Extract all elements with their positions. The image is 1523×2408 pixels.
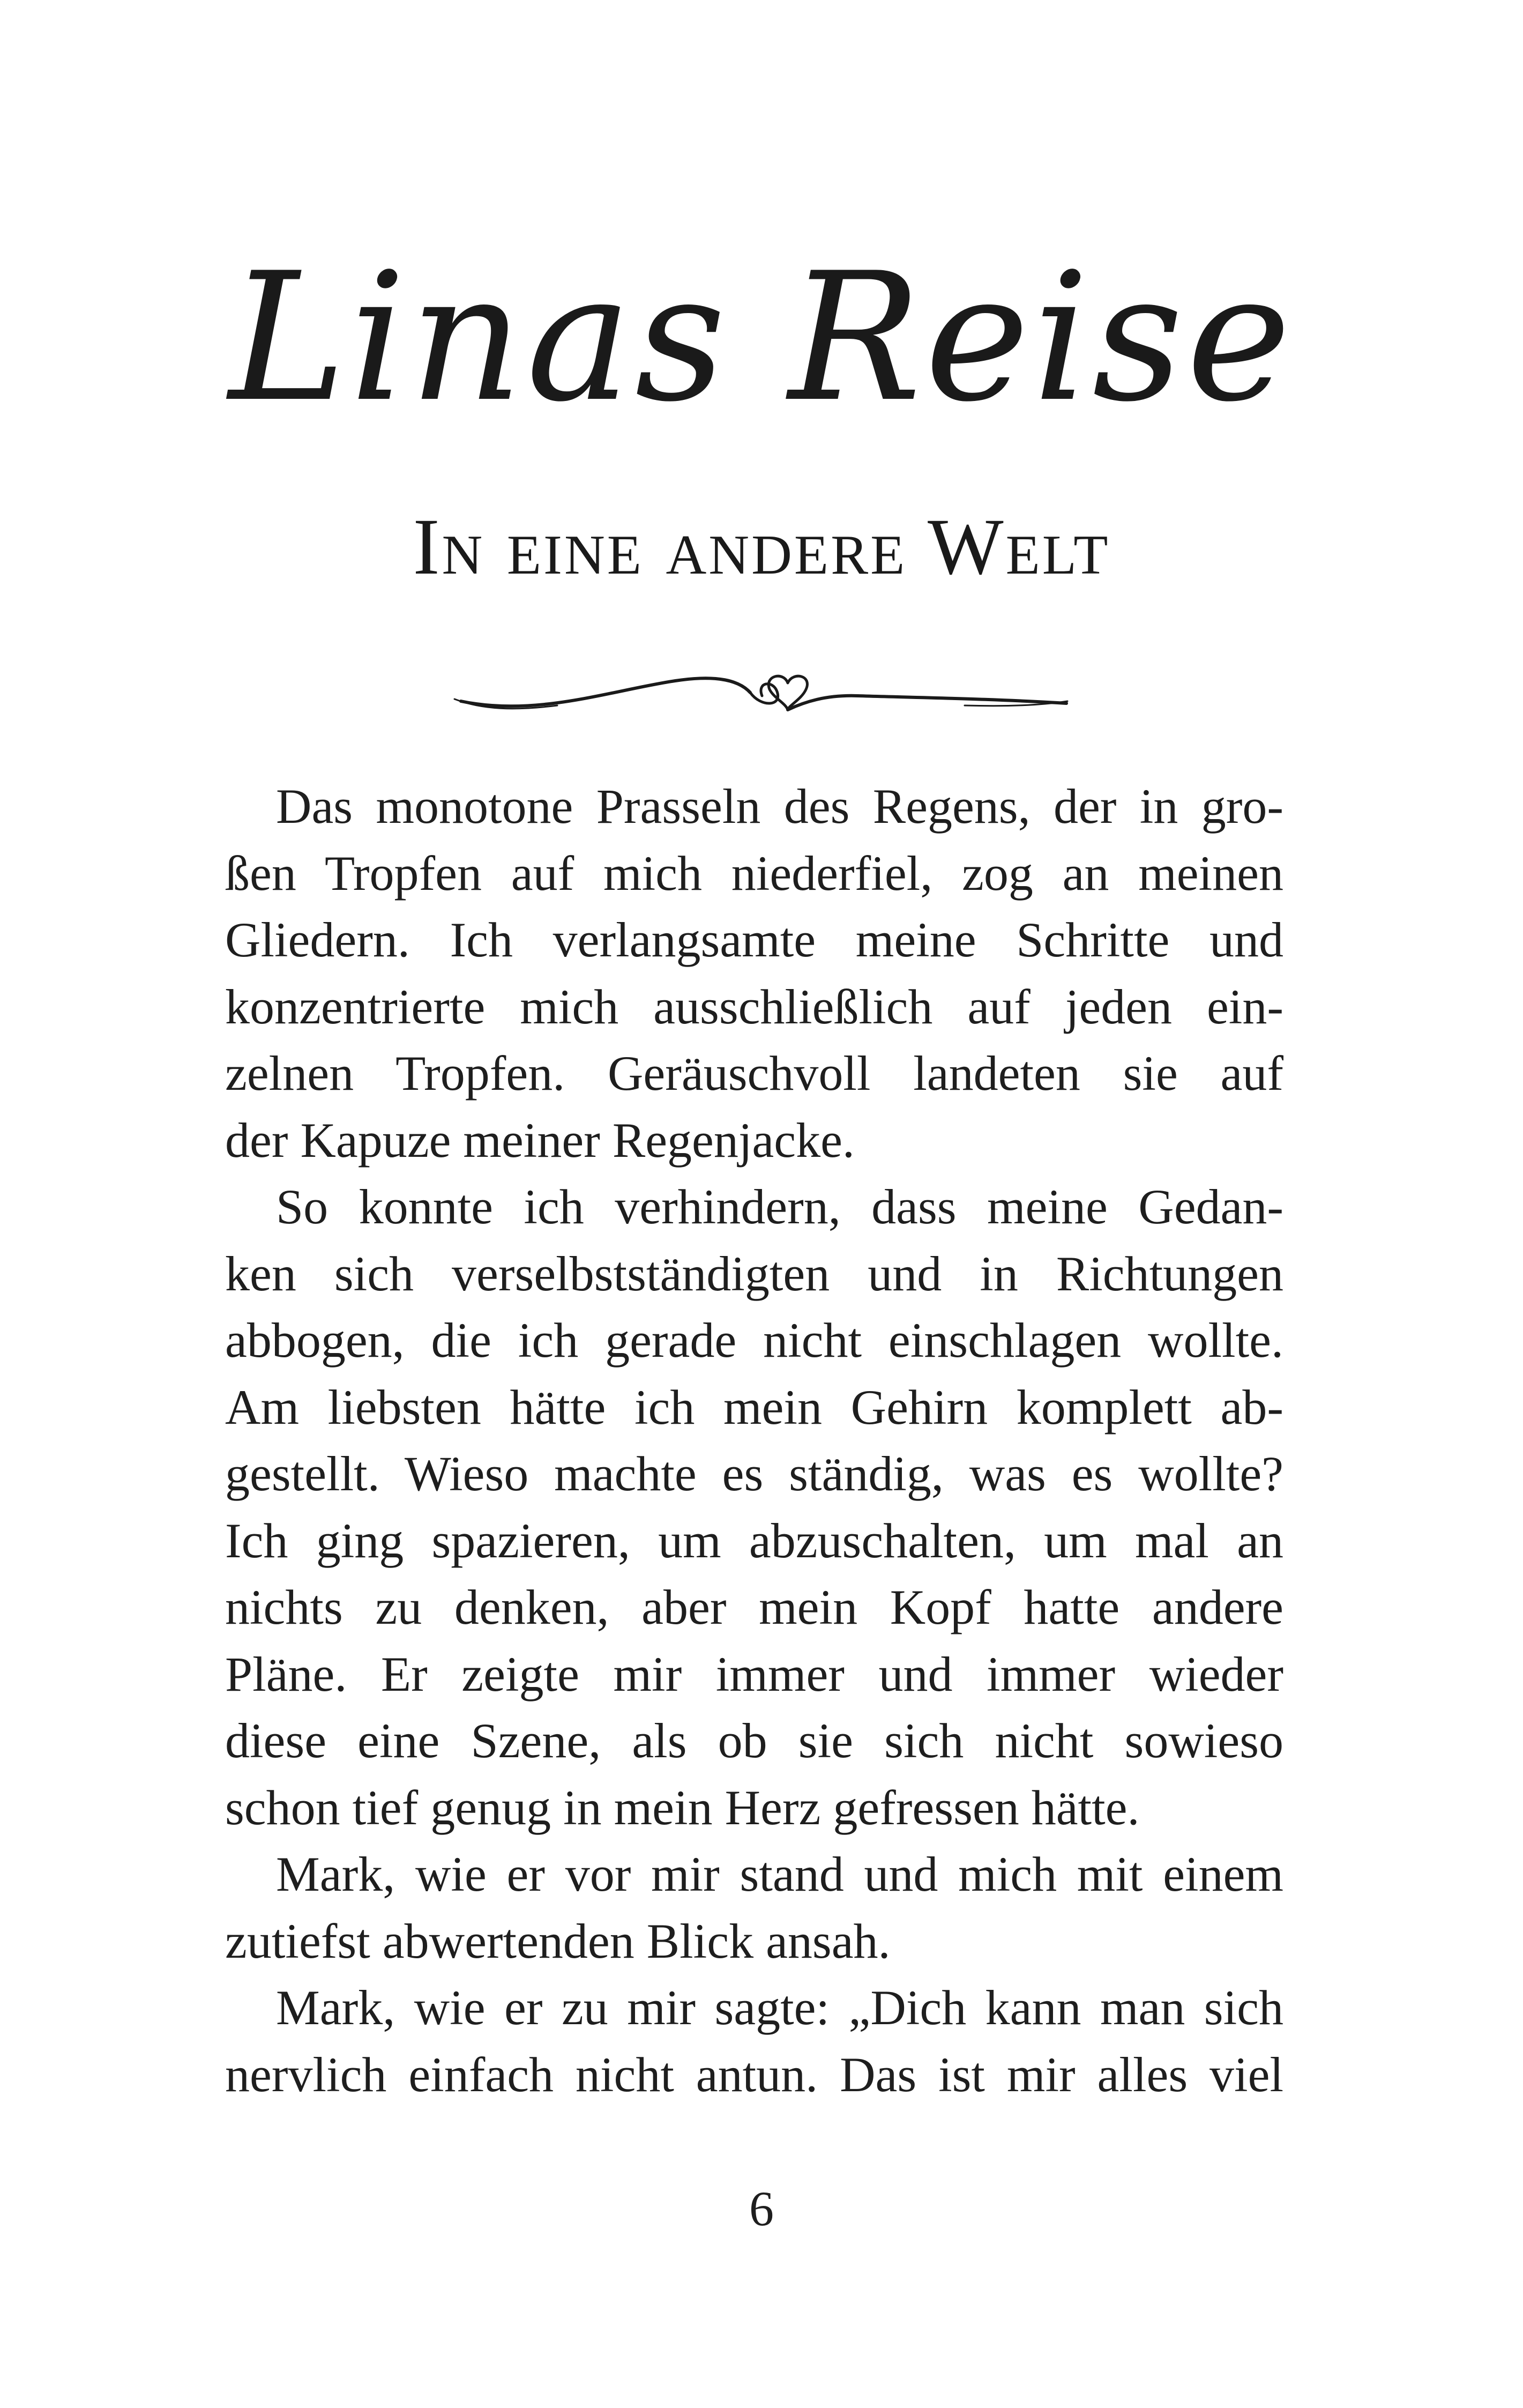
text-line: nervlich einfach nicht antun. Das ist mir alles viel xyxy=(225,2047,1283,2102)
paragraph-3 xyxy=(225,1841,1283,1974)
text-line: Das monotone Prasseln des Regens, der in gro- xyxy=(276,779,1283,834)
text-line: So konnte ich verhindern, dass meine Gedan- xyxy=(276,1179,1283,1234)
text-line: zutiefst abwertenden Blick ansah. xyxy=(225,1913,891,1968)
book-subtitle: In eine andere Welt xyxy=(413,502,1110,591)
text-line: Mark, wie er zu mir sagte: „Dich kann man sich xyxy=(276,1980,1283,2035)
chapter-body xyxy=(225,773,1283,2108)
text-line: Pläne. Er zeigte mir immer und immer wieder xyxy=(225,1646,1283,1701)
paragraph-1 xyxy=(225,773,1283,1173)
text-line: ken sich verselbstständigten und in Richtungen xyxy=(225,1246,1283,1301)
text-line: Gliedern. Ich verlangsamte meine Schritte und xyxy=(225,912,1283,967)
text-line: gestellt. Wieso machte es ständig, was es wollte? xyxy=(225,1446,1283,1501)
page-number: 6 xyxy=(749,2181,774,2236)
text-line: zelnen Tropfen. Geräuschvoll landeten sie auf xyxy=(225,1046,1283,1101)
text-line: konzentrierte mich ausschließlich auf jeden ein- xyxy=(225,979,1283,1034)
text-line: Mark, wie er vor mir stand und mich mit einem xyxy=(276,1847,1283,1901)
text-line: Ich ging spazieren, um abzuschalten, um mal an xyxy=(225,1513,1283,1568)
book-title: Linas Reise xyxy=(228,235,1295,441)
text-line: ßen Tropfen auf mich niederfiel, zog an meinen xyxy=(225,845,1283,901)
text-line: Am liebsten hätte ich mein Gehirn komplett ab- xyxy=(225,1379,1283,1435)
text-line: nichts zu denken, aber mein Kopf hatte andere xyxy=(225,1580,1283,1634)
paragraph-4 xyxy=(225,1974,1283,2108)
text-line: schon tief genug in mein Herz gefressen hätte. xyxy=(225,1780,1140,1835)
text-line: abbogen, die ich gerade nicht einschlagen wollte. xyxy=(225,1313,1283,1367)
text-line: der Kapuze meiner Regenjacke. xyxy=(225,1112,855,1168)
paragraph-2 xyxy=(225,1173,1283,1841)
text-line: diese eine Szene, als ob sie sich nicht sowieso xyxy=(225,1713,1283,1768)
heart-swirl-divider-icon xyxy=(450,643,1072,729)
